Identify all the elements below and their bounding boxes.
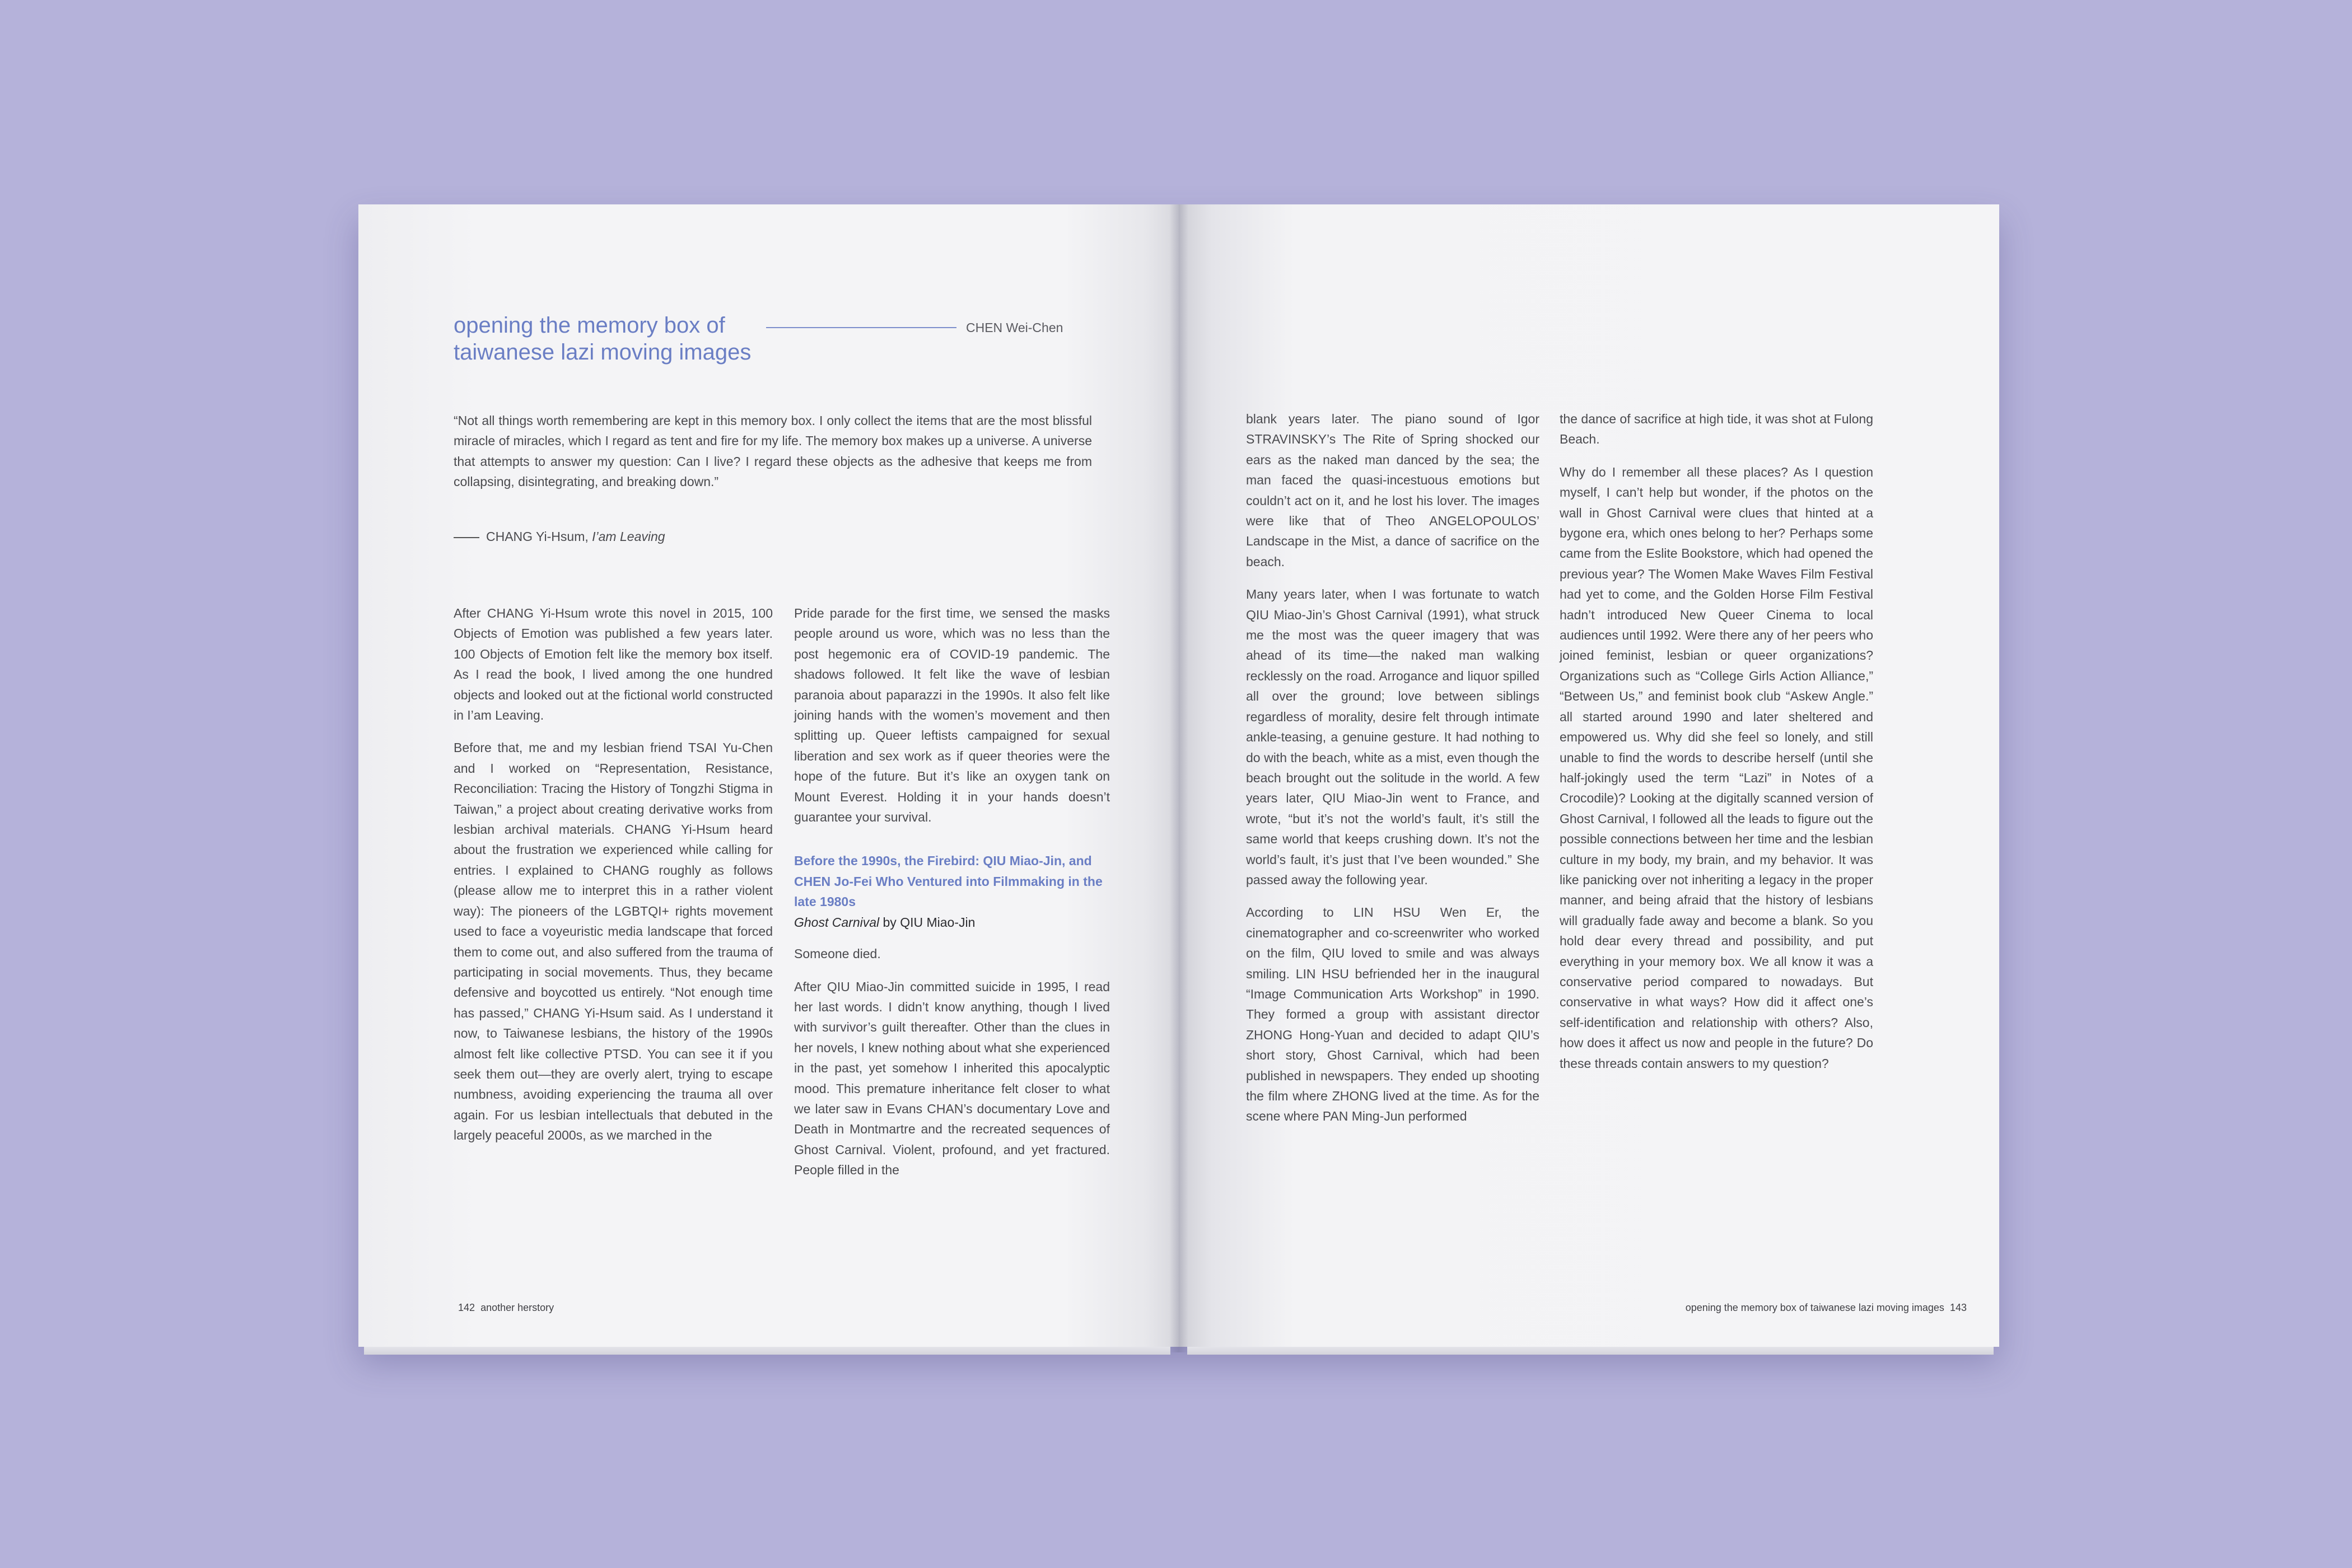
running-footer: opening the memory box of taiwanese lazi moving images [1685, 1302, 1944, 1313]
right-page-edge [1187, 1347, 1994, 1355]
running-footer: another herstory [480, 1302, 554, 1313]
article-title-line-2: taiwanese lazi moving images [454, 340, 752, 365]
article-title-line-1: opening the memory box of [454, 313, 725, 338]
paragraph: Pride parade for the first time, we sensed the masks people around us wore, which was no less than the post hegemonic era of COVID-19 pandemic. The shadows followed. It felt like the wave of lesbian paranoia about paparazzi in the 1990s. It also felt like joining hands with the women’s movement and then splitting up. Queer leftists campaigned for sexual liberation and sex work as if queer theories were the hope of the future. But it’s like an oxygen tank on Mount Everest. Holding it in your hands doesn’t guarantee your survival. [794, 606, 1110, 825]
paragraph: Why do I remember all these places? As I question myself, I can’t help but wonder, if the photos on the wall in Ghost Carnival were clues that hinted at a bygone era, which ones belong to her? Perhaps some came from the Eslite Bookstore, which had opened the previous year? The Women Make Waves Film Festival had yet to come, and the Golden Horse Film Festival hadn’t introduced New Queer Cinema to local audiences until 1992. Were there any of her peers who joined feminist, lesbian or queer organizations? Organizations such as “College Girls Action Alliance,” “Between Us,” and feminist book club “Askew Angle.” all started around 1990 and later sheltered and empowered us. Why did she feel so lonely, and still unable to find the words to describe herself (until she half-jokingly used the term “Lazi” in Notes of a Crocodile)? Looking at the digitally scanned version of Ghost Carnival, I followed all the leads to figure out the possible connections between her time and the lesbian culture in my body, my brain, and my behavior. It was like panicking over not inheriting a legacy in the proper manner, and being afraid that the history of lesbians will gradually fade away and become a blank. So you hold dear every thread and possibility, and put everything in your memory box. We all know it was a conservative period compared to nowadays. But conservative in what ways? How did it affect one’s self-identification and relationship with others? Also, how does it affect us now and people in the future? Do these threads contain answers to my question? [1560, 464, 1873, 1071]
page-number: 142 [458, 1302, 475, 1313]
paragraph: After QIU Miao-Jin committed suicide in 1995, I read her last words. I didn’t know anything, though I lived with survivor’s guilt thereafter. Other than the clues in her novels, I knew nothing about what she experienced in the past, yet somehow I inherited this apocalyptic mood. This premature inheritance felt closer to what we later saw in Evans CHAN’s documentary Love and Death in Montmartre and the recreated sequences of Ghost Carnival. Violent, profound, and yet fractured. People filled in the [794, 979, 1110, 1178]
paragraph: Before that, me and my lesbian friend TSAI Yu-Chen and I worked on “Representation, Resistance, Reconciliation: Tracing the History of Tongzhi Stigma in Taiwan,” a project about creating derivative works from lesbian archival materials. CHANG Yi-Hsum heard about the frustration we experienced while calling for entries. I explained to CHANG roughly as follows (please allow me to interpret this in a rather violent way): The pioneers of the LGBTQI+ rights movement used to face a voyeuristic media landscape that forced them to come out, and also suffered from the trauma of participating in social movements. Thus, they became defensive and boycotted us entirely. “Not enough time has passed,” CHANG Yi-Hsum said. As I understand it now, to Taiwanese lesbians, the history of the 1990s almost felt like collective PTSD. You can see it if you seek them out—they are overly alert, trying to escape numbness, avoiding experiencing the trauma all over again. For us lesbian intellectuals that debuted in the largely peaceful 2000s, as we marched in the [454, 740, 773, 1143]
attribution-dash [454, 537, 479, 538]
left-folio [458, 1302, 554, 1314]
paragraph: blank years later. The piano sound of Igor STRAVINSKY’s The Rite of Spring shocked our ears as the naked man danced by the sea; the man faced the quasi-incestuous emotions but couldn’t act on it, and he lost his lover. The images were like that of Theo ANGELOPOULOS’ Landscape in the Mist, a dance of sacrifice on the beach. [1246, 412, 1539, 569]
left-page-edge [364, 1347, 1170, 1355]
right-column-1 [1246, 409, 1539, 1139]
right-page [1179, 204, 1999, 1347]
paragraph: Someone died. [794, 946, 881, 962]
title-rule [766, 327, 956, 328]
left-column-1 [454, 603, 773, 1158]
paragraph: After CHANG Yi-Hsum wrote this novel in 2015, 100 Objects of Emotion was published a few years later. 100 Objects of Emotion felt like the memory box itself. As I read the book, I lived among the one hundred objects and looked out at the fictional world constructed in I’am Leaving. [454, 606, 773, 723]
paragraph: According to LIN HSU Wen Er, the cinematographer and co-screenwriter who worked on the film, QIU loved to smile and was always smiling. LIN HSU befriended her in the inaugural “Image Communication Arts Workshop” in 1990. They formed a group with assistant director ZHONG Hong-Yuan and decided to adapt QIU’s short story, Ghost Carnival, which had been published in newspapers. They ended up shooting the film where ZHONG lived at the time. As for the scene where PAN Ming-Jun performed [1246, 905, 1539, 1124]
attribution-author: CHANG Yi-Hsum, [486, 529, 589, 544]
open-magazine [358, 204, 1999, 1347]
epigraph-attribution [454, 529, 665, 544]
left-column-2 [794, 603, 1110, 1193]
page-number: 143 [1949, 1302, 1967, 1313]
article-author: CHEN Wei-Chen [966, 320, 1063, 335]
right-column-2 [1560, 409, 1873, 1086]
attribution-book-title: I’am Leaving [592, 529, 665, 544]
section-heading: Before the 1990s, the Firebird: QIU Miao-Jin, and CHEN Jo-Fei Who Ventured into Filmmaking in the late 1980s [794, 853, 1103, 909]
article-title [454, 312, 751, 366]
book-gutter [1169, 204, 1188, 1352]
section-film-director: by QIU Miao-Jin [883, 914, 976, 930]
section-film-line [794, 912, 1110, 932]
epigraph: “Not all things worth remembering are kept in this memory box. I only collect the items that are the most blissful miracle of miracles, which I regard as tent and fire for my life. The memory box makes up a universe. A universe that attempts to answer my question: Can I live? I regard these objects as the adhesive that keeps me from collapsing, disintegrating, and breaking down.” [454, 413, 1092, 489]
left-page [358, 204, 1179, 1347]
right-folio [1686, 1302, 1967, 1314]
paragraph: Many years later, when I was fortunate to watch QIU Miao-Jin’s Ghost Carnival (1991), what struck me the most was the queer imagery that was ahead of its time—the naked man walking recklessly on the road. Arrogance and liquor spilled all over the ground; love between siblings regardless of morality, desire felt through intimate ankle-teasing, a genuine gesture. It had nothing to do with the beach, white as a mist, even though the beach brought out the solitude in the world. A few years later, QIU Miao-Jin went to France, and wrote, “but it’s not the world’s fault, it’s still the same world that keeps crushing down. It’s not the world’s fault, it’s just that I’ve been wounded.” She passed away the following year. [1246, 587, 1539, 887]
section-film-title: Ghost Carnival [794, 914, 880, 930]
paragraph: the dance of sacrifice at high tide, it was shot at Fulong Beach. [1560, 412, 1873, 447]
